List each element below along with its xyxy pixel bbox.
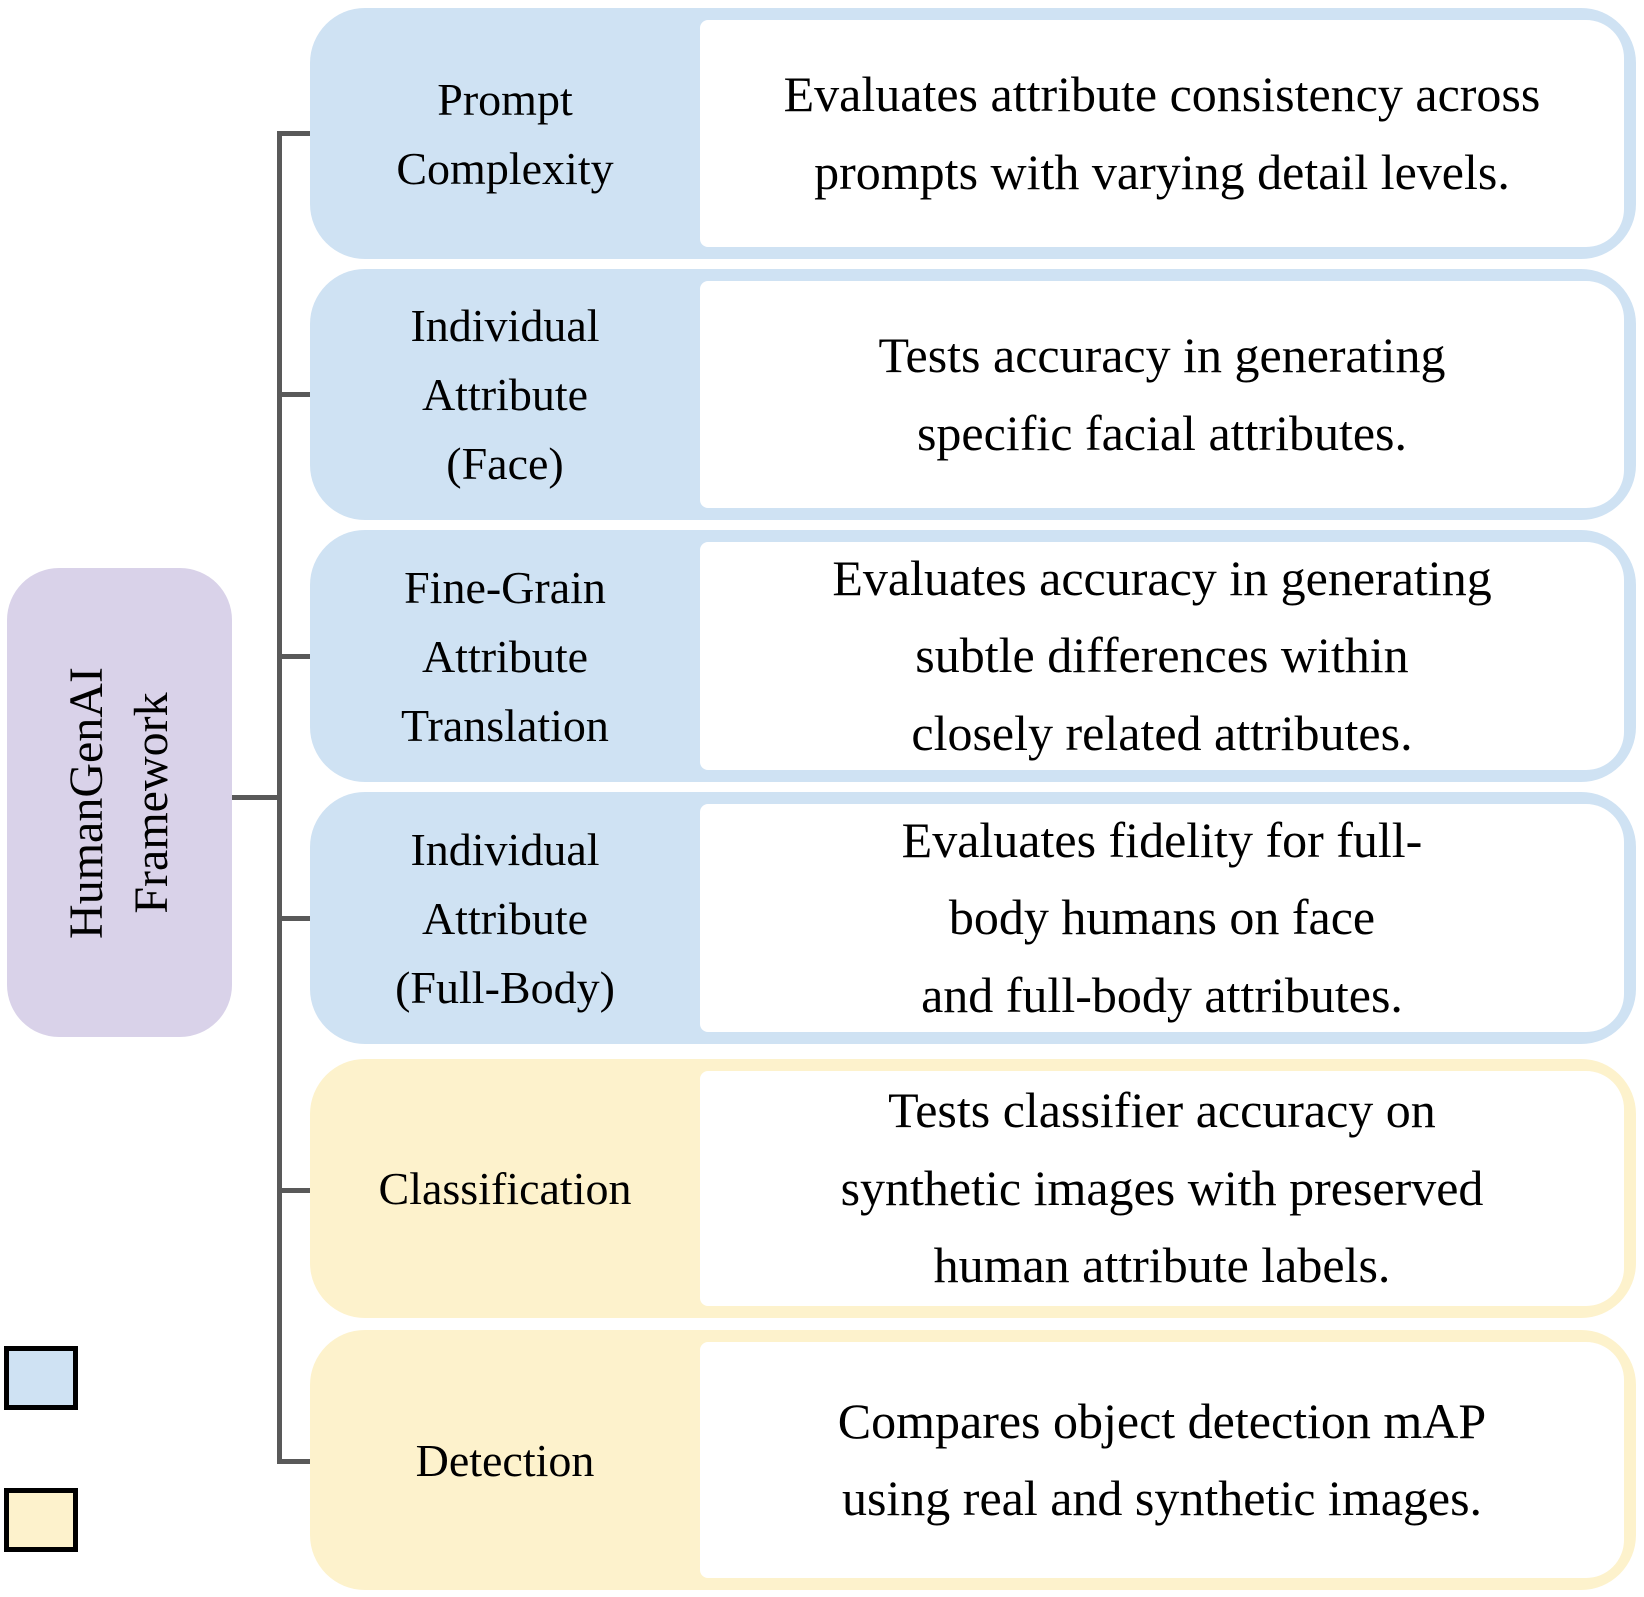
row-label-text: Individual Attribute (Full-Body) xyxy=(395,823,615,1013)
row-label xyxy=(310,1059,700,1318)
category-row-fine-grain-attribute-translation xyxy=(310,530,1636,782)
row-description: Evaluates fidelity for full-body humans on face and full-body attributes. xyxy=(901,811,1423,1023)
root-label: HumanGenAI Framework xyxy=(59,666,178,939)
row-description: Tests accuracy in generating specific facial attributes. xyxy=(878,327,1446,461)
category-row-individual-attribute-full-body xyxy=(310,792,1636,1044)
row-label-text: Detection xyxy=(415,1434,595,1486)
row-description-panel xyxy=(700,20,1624,247)
root-node xyxy=(7,568,232,1037)
row-label-text: Individual Attribute (Face) xyxy=(410,300,600,489)
row-label-text: Fine-Grain Attribute Translation xyxy=(401,561,609,751)
category-row-individual-attribute-face xyxy=(310,269,1636,520)
category-row-prompt-complexity xyxy=(310,8,1636,259)
row-description: Tests classifier accuracy on synthetic images with preserved human attribute labels. xyxy=(840,1082,1484,1294)
row-description: Compares object detection mAP using real and synthetic images. xyxy=(837,1392,1487,1526)
root-connector-line xyxy=(230,795,279,800)
row-description: Evaluates attribute consistency across prompts with varying detail levels. xyxy=(783,66,1541,200)
legend-swatch-yellow xyxy=(4,1488,78,1552)
row-label xyxy=(310,1330,700,1590)
category-row-detection xyxy=(310,1330,1636,1590)
tree-trunk-line xyxy=(277,131,282,1464)
row-label xyxy=(310,8,700,259)
row-description-panel xyxy=(700,281,1624,508)
row-label xyxy=(310,792,700,1044)
row-description-panel xyxy=(700,542,1624,770)
row-description-panel xyxy=(700,1071,1624,1306)
row-label-text: Prompt Complexity xyxy=(396,73,614,194)
row-label xyxy=(310,530,700,782)
row-label xyxy=(310,269,700,520)
legend-swatch-blue xyxy=(4,1346,78,1410)
row-description: Evaluates accuracy in generating subtle differences within closely related attributes. xyxy=(832,549,1492,761)
row-description-panel xyxy=(700,804,1624,1032)
row-label-text: Classification xyxy=(378,1163,632,1214)
row-description-panel xyxy=(700,1342,1624,1578)
category-row-classification xyxy=(310,1059,1636,1318)
